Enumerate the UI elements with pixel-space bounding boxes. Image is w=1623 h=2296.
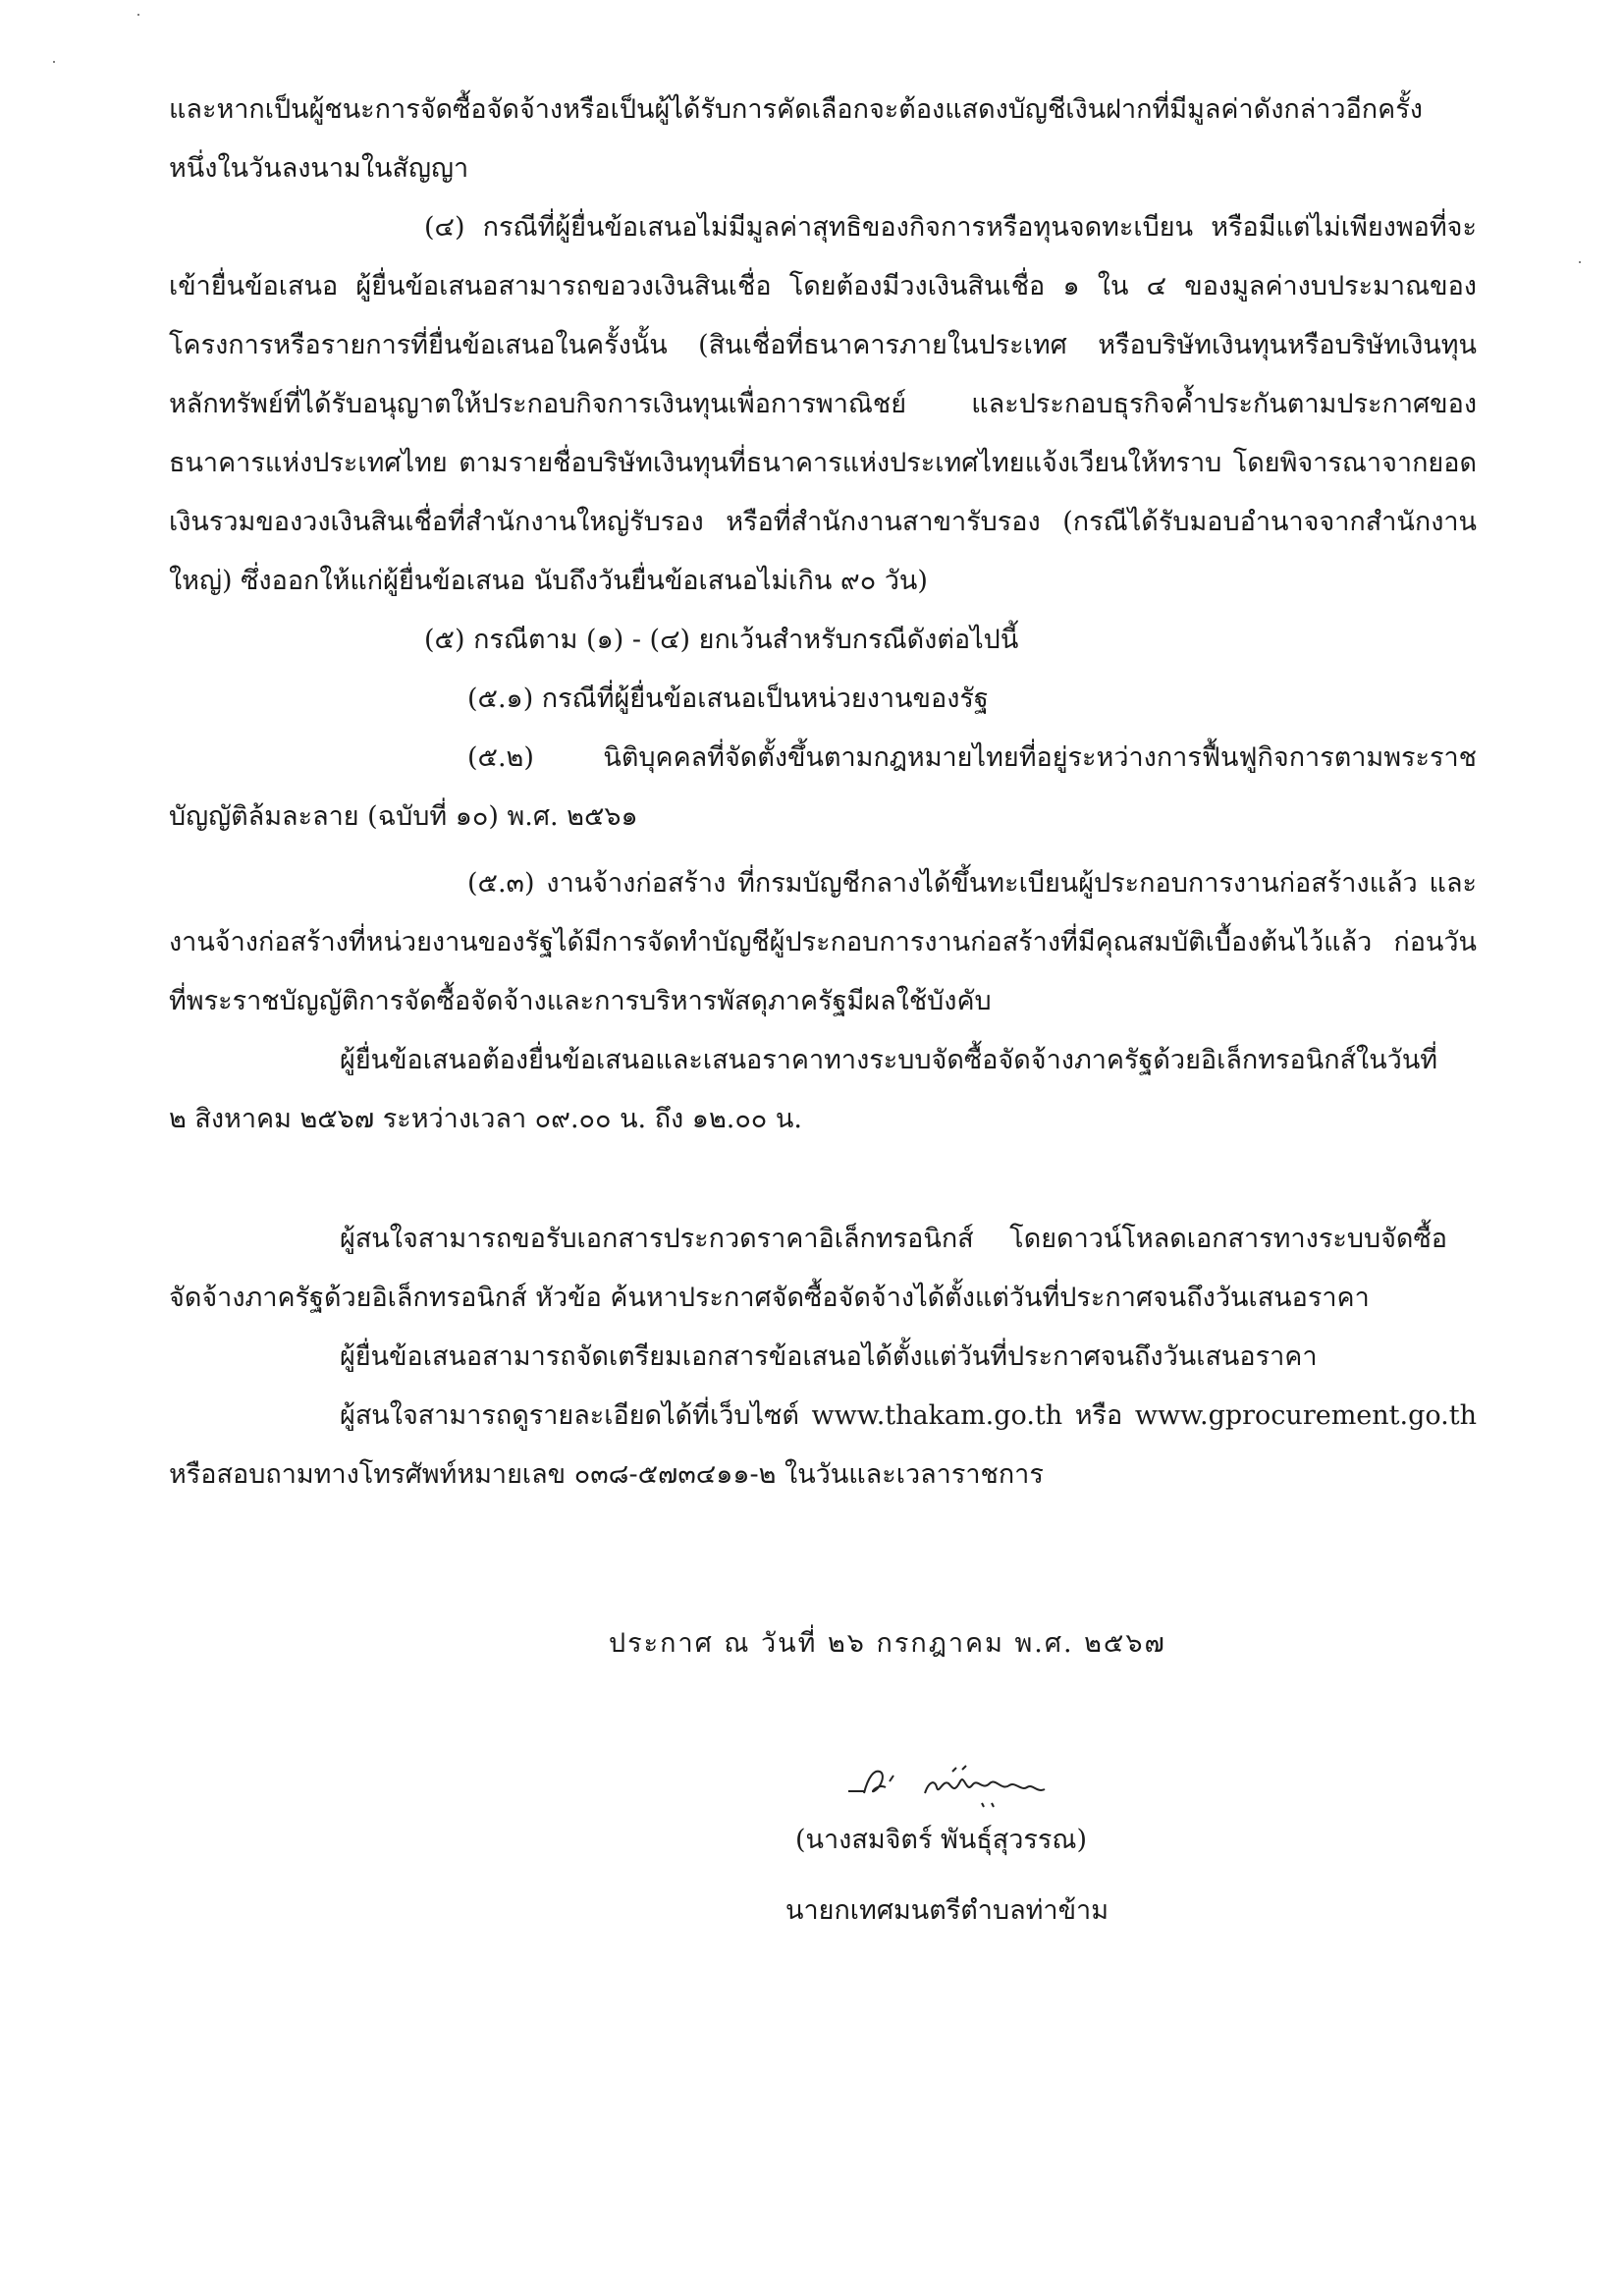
item-5-3-line-1: (๕.๓) งานจ้างก่อสร้าง ที่กรมบัญชีกลางได้ขึ้นทะเบียนผู้ประกอบการงานก่อสร้างแล้ว และ — [467, 868, 1477, 899]
signer-position: นายกเทศมนตรีตำบลท่าข้าม — [785, 1895, 1109, 1926]
signer-name: (นางสมจิตร์ พันธุ์สุวรรณ) — [795, 1825, 1088, 1855]
scan-speck — [137, 14, 139, 16]
item-4-line-1: (๔) กรณีที่ผู้ยื่นข้อเสนอไม่มีมูลค่าสุทธิของกิจการหรือทุนจดทะเบียน หรือมีแต่ไม่เพียงพอที่จะ — [424, 212, 1477, 243]
item-5-2-line-1: (๕.๒) นิติบุคคลที่จัดตั้งขึ้นตามกฎหมายไทยที่อยู่ระหว่างการฟื้นฟูกิจการตามพระราช — [467, 742, 1477, 773]
item-4-line-2: เข้ายื่นข้อเสนอ ผู้ยื่นข้อเสนอสามารถขอวงเงินสินเชื่อ โดยต้องมีวงเงินสินเชื่อ ๑ ใน ๔ ของมูลค่างบประมาณของ — [169, 271, 1477, 301]
item-5-3-line-3: ที่พระราชบัญญัติการจัดซื้อจัดจ้างและการบริหารพัสดุภาครัฐมีผลใช้บังคับ — [169, 986, 992, 1016]
submit-line-1: ผู้ยื่นข้อเสนอต้องยื่นข้อเสนอและเสนอราคาทางระบบจัดซื้อจัดจ้างภาครัฐด้วยอิเล็กทรอนิกส์ในวันที่ — [340, 1045, 1438, 1075]
para-1-line-2: หนึ่งในวันลงนามในสัญญา — [169, 153, 469, 184]
interest-line-2: จัดจ้างภาครัฐด้วยอิเล็กทรอนิกส์ หัวข้อ ค้นหาประกาศจัดซื้อจัดจ้างได้ตั้งแต่วันที่ประกาศจนถึงวันเสนอราคา — [169, 1283, 1370, 1313]
para-1-line-1: และหากเป็นผู้ชนะการจัดซื้อจัดจ้างหรือเป็นผู้ได้รับการคัดเลือกจะต้องแสดงบัญชีเงินฝากที่มีมูลค่าดังกล่าวอีกครั้ง — [169, 94, 1423, 125]
prepare-line: ผู้ยื่นข้อเสนอสามารถจัดเตรียมเอกสารข้อเสนอได้ตั้งแต่วันที่ประกาศจนถึงวันเสนอราคา — [340, 1341, 1318, 1372]
submit-line-2: ๒ สิงหาคม ๒๕๖๗ ระหว่างเวลา ๐๙.๐๐ น. ถึง ๑๒.๐๐ น. — [169, 1104, 802, 1134]
scan-speck — [1579, 261, 1581, 263]
handwritten-signature — [835, 1758, 1129, 1817]
item-4-line-5: ธนาคารแห่งประเทศไทย ตามรายชื่อบริษัทเงินทุนที่ธนาคารแห่งประเทศไทยแจ้งเวียนให้ทราบ โดยพิจารณาจากยอด — [169, 448, 1477, 478]
item-5-1: (๕.๑) กรณีที่ผู้ยื่นข้อเสนอเป็นหน่วยงานของรัฐ — [467, 683, 989, 714]
contact-line-2: หรือสอบถามทางโทรศัพท์หมายเลข ๐๓๘-๕๗๓๔๑๑-๒ ในวันและเวลาราชการ — [169, 1459, 1044, 1490]
item-5: (๕) กรณีตาม (๑) - (๔) ยกเว้นสำหรับกรณีดังต่อไปนี้ — [424, 625, 1019, 655]
contact-line-1: ผู้สนใจสามารถดูรายละเอียดได้ที่เว็บไซต์ www.thakam.go.th หรือ www.gprocurement.go.th — [340, 1400, 1477, 1431]
announce-date: ประกาศ ณ วันที่ ๒๖ กรกฎาคม พ.ศ. ๒๕๖๗ — [609, 1628, 1166, 1659]
item-4-line-6: เงินรวมของวงเงินสินเชื่อที่สำนักงานใหญ่รับรอง หรือที่สำนักงานสาขารับรอง (กรณีได้รับมอบอำนาจจากสำนักงาน — [169, 507, 1477, 537]
item-4-line-7: ใหญ่) ซึ่งออกให้แก่ผู้ยื่นข้อเสนอ นับถึงวันยื่นข้อเสนอไม่เกิน ๙๐ วัน) — [169, 566, 928, 596]
item-4-line-4: หลักทรัพย์ที่ได้รับอนุญาตให้ประกอบกิจการเงินทุนเพื่อการพาณิชย์ และประกอบธุรกิจค้ำประกันตามประกาศของ — [169, 389, 1477, 419]
item-5-3-line-2: งานจ้างก่อสร้างที่หน่วยงานของรัฐได้มีการจัดทำบัญชีผู้ประกอบการงานก่อสร้างที่มีคุณสมบัติเบื้องต้นไว้แล้ว ก่อนวัน — [169, 927, 1477, 957]
item-5-2-line-2: บัญญัติล้มละลาย (ฉบับที่ ๑๐) พ.ศ. ๒๕๖๑ — [169, 801, 638, 832]
item-4-line-3: โครงการหรือรายการที่ยื่นข้อเสนอในครั้งนั้น (สินเชื่อที่ธนาคารภายในประเทศ หรือบริษัทเงินทุนหรือบริษัทเงินทุน — [169, 330, 1477, 360]
scan-speck — [53, 61, 55, 63]
interest-line-1: ผู้สนใจสามารถขอรับเอกสารประกวดราคาอิเล็กทรอนิกส์ โดยดาวน์โหลดเอกสารทางระบบจัดซื้อ — [340, 1224, 1447, 1254]
